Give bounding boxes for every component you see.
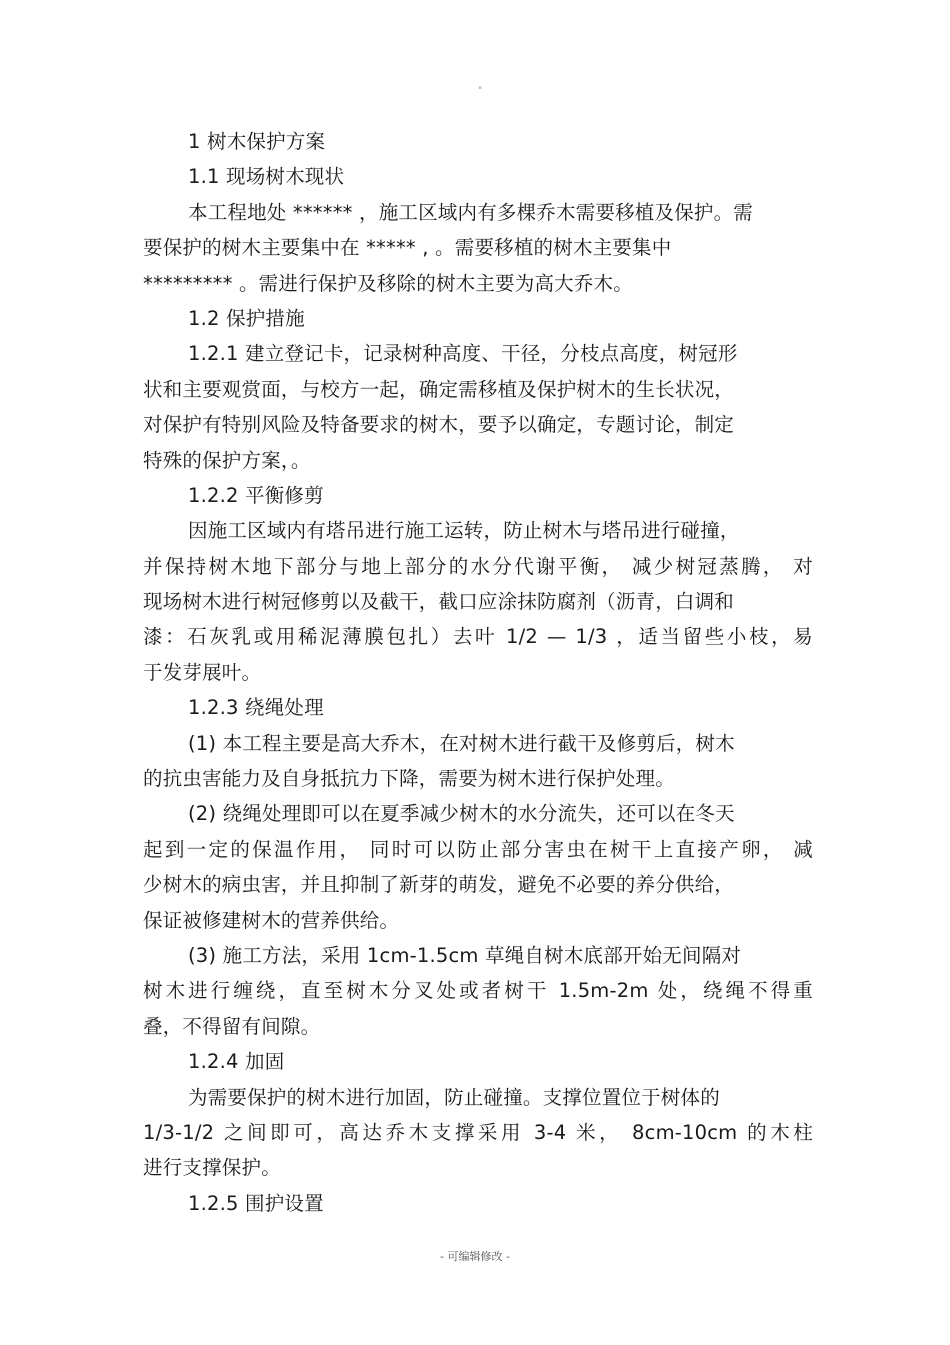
text-line: (3) 施工方法，采用 1cm-1.5cm 草绳自树木底部开始无间隔对 — [188, 943, 742, 967]
text-line: 为需要保护的树木进行加固，防止碰撞。支撑位置位于树体的 — [188, 1085, 720, 1109]
text-line: 1.1 现场树木现状 — [188, 165, 345, 189]
text-line: 保证被修建树木的营养供给。 — [143, 908, 400, 932]
page-footer: - 可编辑修改 - — [440, 1250, 510, 1263]
document-body — [143, 124, 813, 1221]
text-line: ********* 。需进行保护及移除的树木主要为高大乔木。 — [143, 271, 633, 295]
text-line: 树木进行缠绕，直至树木分叉处或者树干 1.5m-2m 处，绕绳不得重 — [143, 979, 813, 1003]
text-line: (1) 本工程主要是高大乔木，在对树木进行截干及修剪后，树木 — [188, 731, 735, 755]
text-line: 1/3-1/2 之间即可，高达乔木支撑采用 3-4 米， 8cm-10cm 的木柱 — [143, 1120, 813, 1144]
text-line: 漆：石灰乳或用稀泥薄膜包扎）去叶 1/2 — 1/3 ，适当留些小枝，易 — [143, 625, 813, 649]
text-line: 特殊的保护方案，。 — [143, 448, 311, 472]
text-line: 状和主要观赏面，与校方一起，确定需移植及保护树木的生长状况， — [143, 377, 735, 401]
text-line: 少树木的病虫害，并且抑制了新芽的萌发，避免不必要的养分供给， — [143, 873, 735, 897]
text-line: 因施工区域内有塔吊进行施工运转，防止树木与塔吊进行碰撞， — [188, 519, 740, 543]
text-line: 的抗虫害能力及自身抵抗力下降，需要为树木进行保护处理。 — [143, 767, 675, 791]
text-line: 1 树木保护方案 — [188, 130, 326, 153]
header-mark: " — [478, 86, 483, 96]
text-line: 要保护的树木主要集中在 ***** , 。需要移植的树木主要集中 — [143, 236, 672, 260]
text-line: 1.2.3 绕绳处理 — [188, 696, 324, 720]
text-line: 本工程地处 ****** ，施工区域内有多棵乔木需要移植及保护。需 — [188, 200, 753, 224]
text-line: 叠，不得留有间隙。 — [143, 1014, 321, 1038]
text-line: 对保护有特别风险及特备要求的树木，要予以确定，专题讨论，制定 — [143, 413, 735, 437]
text-line: 进行支撑保护。 — [143, 1156, 281, 1180]
text-line: 现场树木进行树冠修剪以及截干，截口应涂抹防腐剂（沥青，白调和 — [143, 590, 735, 614]
text-line: 1.2.5 围护设置 — [188, 1191, 324, 1215]
text-line: 并保持树木地下部分与地上部分的水分代谢平衡， 减少树冠蒸腾， 对 — [143, 554, 813, 578]
text-line: (2) 绕绳处理即可以在夏季减少树木的水分流失，还可以在冬天 — [188, 802, 735, 826]
text-line: 1.2.4 加固 — [188, 1050, 285, 1074]
text-line: 1.2.2 平衡修剪 — [188, 483, 324, 507]
text-line: 起到一定的保温作用， 同时可以防止部分害虫在树干上直接产卵， 减 — [143, 837, 813, 861]
text-line: 1.2.1 建立登记卡，记录树种高度、干径，分枝点高度，树冠形 — [188, 342, 738, 366]
text-line: 1.2 保护措施 — [188, 306, 305, 330]
text-line: 于发芽展叶。 — [143, 660, 262, 684]
